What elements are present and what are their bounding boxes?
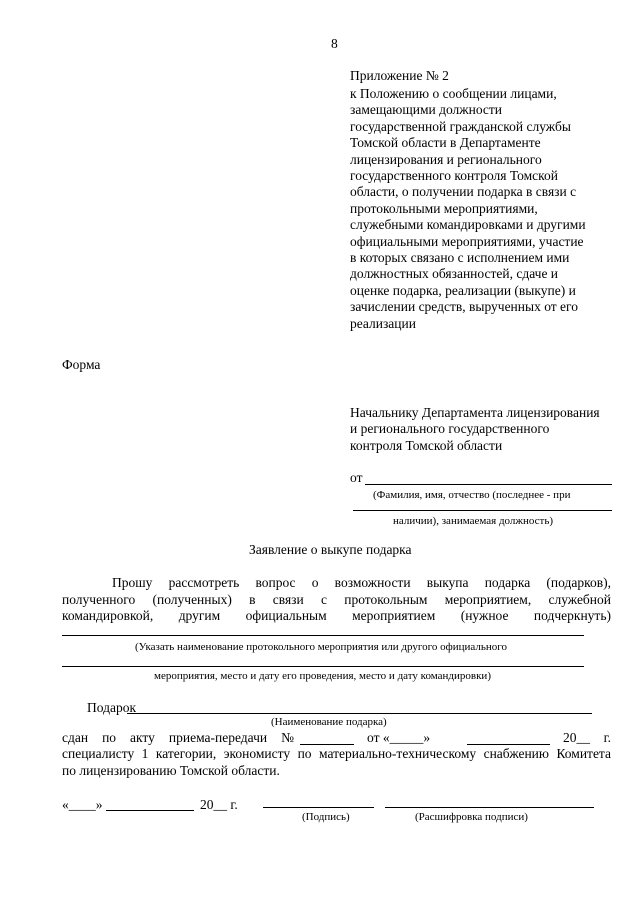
- from-hint-2: наличии), занимаемая должность): [393, 515, 554, 527]
- appendix-line: Томской области в Департаменте: [350, 135, 541, 151]
- statement-title: Заявление о выкупе подарка: [249, 542, 412, 557]
- form-label: Форма: [62, 357, 101, 372]
- gift-label: Подарок: [87, 700, 137, 715]
- appendix-line: служебными командировками и другими: [350, 217, 586, 233]
- addressee: [350, 405, 630, 454]
- appendix-line: должностных обязанностей, сдаче и: [350, 266, 559, 282]
- event-field-1[interactable]: [62, 635, 584, 636]
- appendix-line: в которых связано с исполнением ими: [350, 250, 570, 266]
- appendix-line: реализации: [350, 315, 416, 331]
- body-line-2: полученного (полученных) в связи с протокольным мероприятием, служебной: [62, 592, 611, 607]
- appendix-line: государственного контроля Томской: [350, 168, 558, 184]
- appendix-line: области, о получении подарка в связи с: [350, 184, 577, 200]
- appendix-line: замещающими должности: [350, 102, 503, 118]
- transfer-text-5: по лицензированию Томской области.: [62, 763, 280, 778]
- signature-field[interactable]: [263, 807, 374, 808]
- sign-date-year: 20__ г.: [200, 797, 238, 812]
- gift-name-field[interactable]: [127, 713, 592, 714]
- from-name-field[interactable]: [365, 484, 612, 485]
- appendix-line: официальными мероприятиями, участие: [350, 233, 584, 249]
- act-number-field[interactable]: [300, 744, 354, 745]
- addressee-line: и регионального государственного: [350, 421, 550, 437]
- from-hint-1: (Фамилия, имя, отчество (последнее - при: [373, 489, 571, 501]
- event-hint-1: (Указать наименование протокольного мероприятия или другого официального: [135, 641, 507, 653]
- signature-hint: (Подпись): [302, 811, 350, 823]
- appendix-line: оценке подарка, реализации (выкупе) и: [350, 282, 576, 298]
- addressee-line: Начальнику Департамента лицензирования: [350, 405, 600, 420]
- act-month-field[interactable]: [467, 744, 550, 745]
- appendix-line: лицензирования и регионального: [350, 151, 542, 167]
- appendix-text: [350, 86, 630, 332]
- appendix-line: к Положению о сообщении лицами,: [350, 86, 557, 101]
- decoding-hint: (Расшифровка подписи): [415, 811, 528, 823]
- signature-decoding-field[interactable]: [385, 807, 594, 808]
- appendix-line: зачислении средств, вырученных от его: [350, 299, 578, 315]
- appendix-line: протокольными мероприятиями,: [350, 200, 538, 216]
- event-field-2[interactable]: [62, 666, 584, 667]
- event-hint-2: мероприятия, место и дату его проведения, место и дату командировки): [154, 670, 491, 682]
- appendix-line: государственной гражданской службы: [350, 118, 571, 134]
- from-label: от: [350, 470, 363, 485]
- body-line-1: Прошу рассмотреть вопрос о возможности выкупа подарка (подарков),: [112, 575, 611, 590]
- transfer-text-4: специалисту 1 категории, экономисту по материально-техническому снабжению Комитета: [62, 746, 611, 761]
- appendix-title: Приложение № 2: [350, 68, 449, 83]
- addressee-line: контроля Томской области: [350, 437, 503, 453]
- body-line-3: командировкой, другим официальным мероприятием (нужное подчеркнуть): [62, 608, 611, 623]
- sign-date-day: «____»: [62, 797, 103, 812]
- gift-hint: (Наименование подарка): [271, 716, 387, 728]
- sign-date-month-field[interactable]: [106, 810, 194, 811]
- page-number: 8: [331, 36, 338, 51]
- from-position-field[interactable]: [353, 510, 612, 511]
- transfer-text-3: 20__ г.: [563, 730, 611, 745]
- transfer-text-2: от «_____»: [367, 730, 431, 745]
- transfer-text-1: сдан по акту приема-передачи №: [62, 730, 294, 745]
